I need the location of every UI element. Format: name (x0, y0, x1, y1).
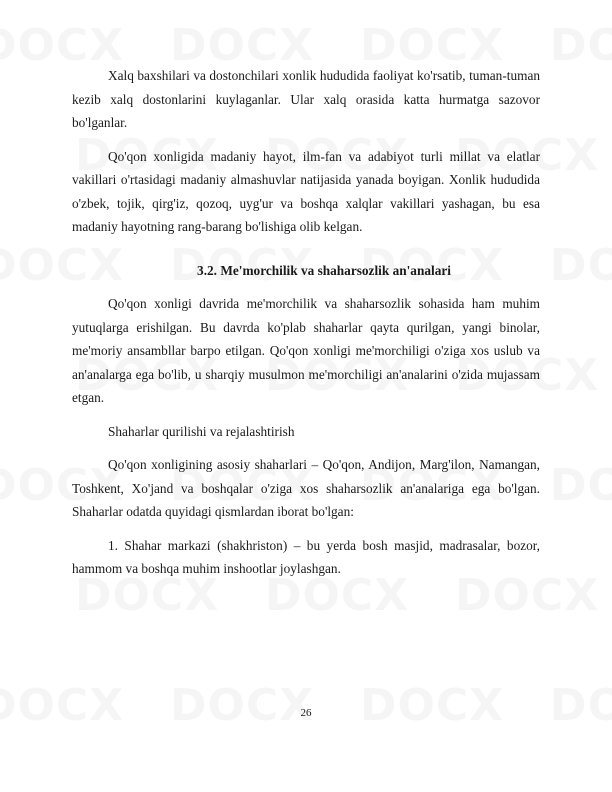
paragraph-memorchilik: Qo'qon xonligi davrida me'morchilik va shaharsozlik sohasida ham muhim yutuqlarga erishilgan. Bu davrda ko'plab shaharlar qayta qurilgan, yangi binolar, me'moriy ansambllar barpo etilgan. Qo'qon xonligi me'morchiligi o'ziga xos uslub va an'analarga ega bo'lib, u sharqiy musulmon me'morchiligi an'analarini o'zida mujassam etgan. (72, 296, 540, 405)
svg-text:DOCX (0, 680, 124, 731)
paragraph-baxshilar: Xalq baxshilari va dostonchilari xonlik hududida faoliyat ko'rsatib, tuman-tuman kezib xalq dostonlarini kuylaganlar. Ular xalq orasida katta hurmatga sazovor bo'lganlar. (72, 68, 540, 130)
paragraph-shaharlar: Qo'qon xonligining asosiy shaharlari – Qo'qon, Andijon, Marg'ilon, Namangan, Toshkent, Xo'jand va boshqalar o'ziga xos shaharsozlik an'analariga ega bo'lgan. Shaharlar odatda quyidagi qismlardan iborat bo'lgan: (72, 457, 540, 519)
section-heading: 3.2. Me'morchilik va shaharsozlik an'analari (197, 262, 451, 278)
svg-text:DOCX (550, 680, 612, 731)
svg-text:DOCX (170, 680, 314, 731)
svg-text:DOCX (550, 20, 612, 71)
document-body (72, 64, 540, 591)
svg-text:DOCX (550, 240, 612, 291)
paragraph-madaniy-hayot: Qo'qon xonligida madaniy hayot, ilm-fan va adabiyot turli millat va elatlar vakillari o'rtasidagi madaniy almashuvlar natijasida yanada boyigan. Xonlik hududida o'zbek, tojik, qirg'iz, qozoq, uyg'ur va boshqa xalqlar vakillari yashagan, bu esa madaniy hayotning rang-barang bo'lishiga olib kelgan. (72, 148, 540, 234)
subheading-shaharlar: Shaharlar qurilishi va rejalashtirish (108, 423, 295, 439)
svg-text:DOCX (360, 680, 504, 731)
list-item-shahar-markazi: 1. Shahar markazi (shakhriston) – bu yerda bosh masjid, madrasalar, bozor, hammom va boshqa muhim inshootlar joylashgan. (72, 537, 540, 576)
svg-text:DOCX (550, 460, 612, 511)
page-number: 26 (300, 707, 312, 719)
